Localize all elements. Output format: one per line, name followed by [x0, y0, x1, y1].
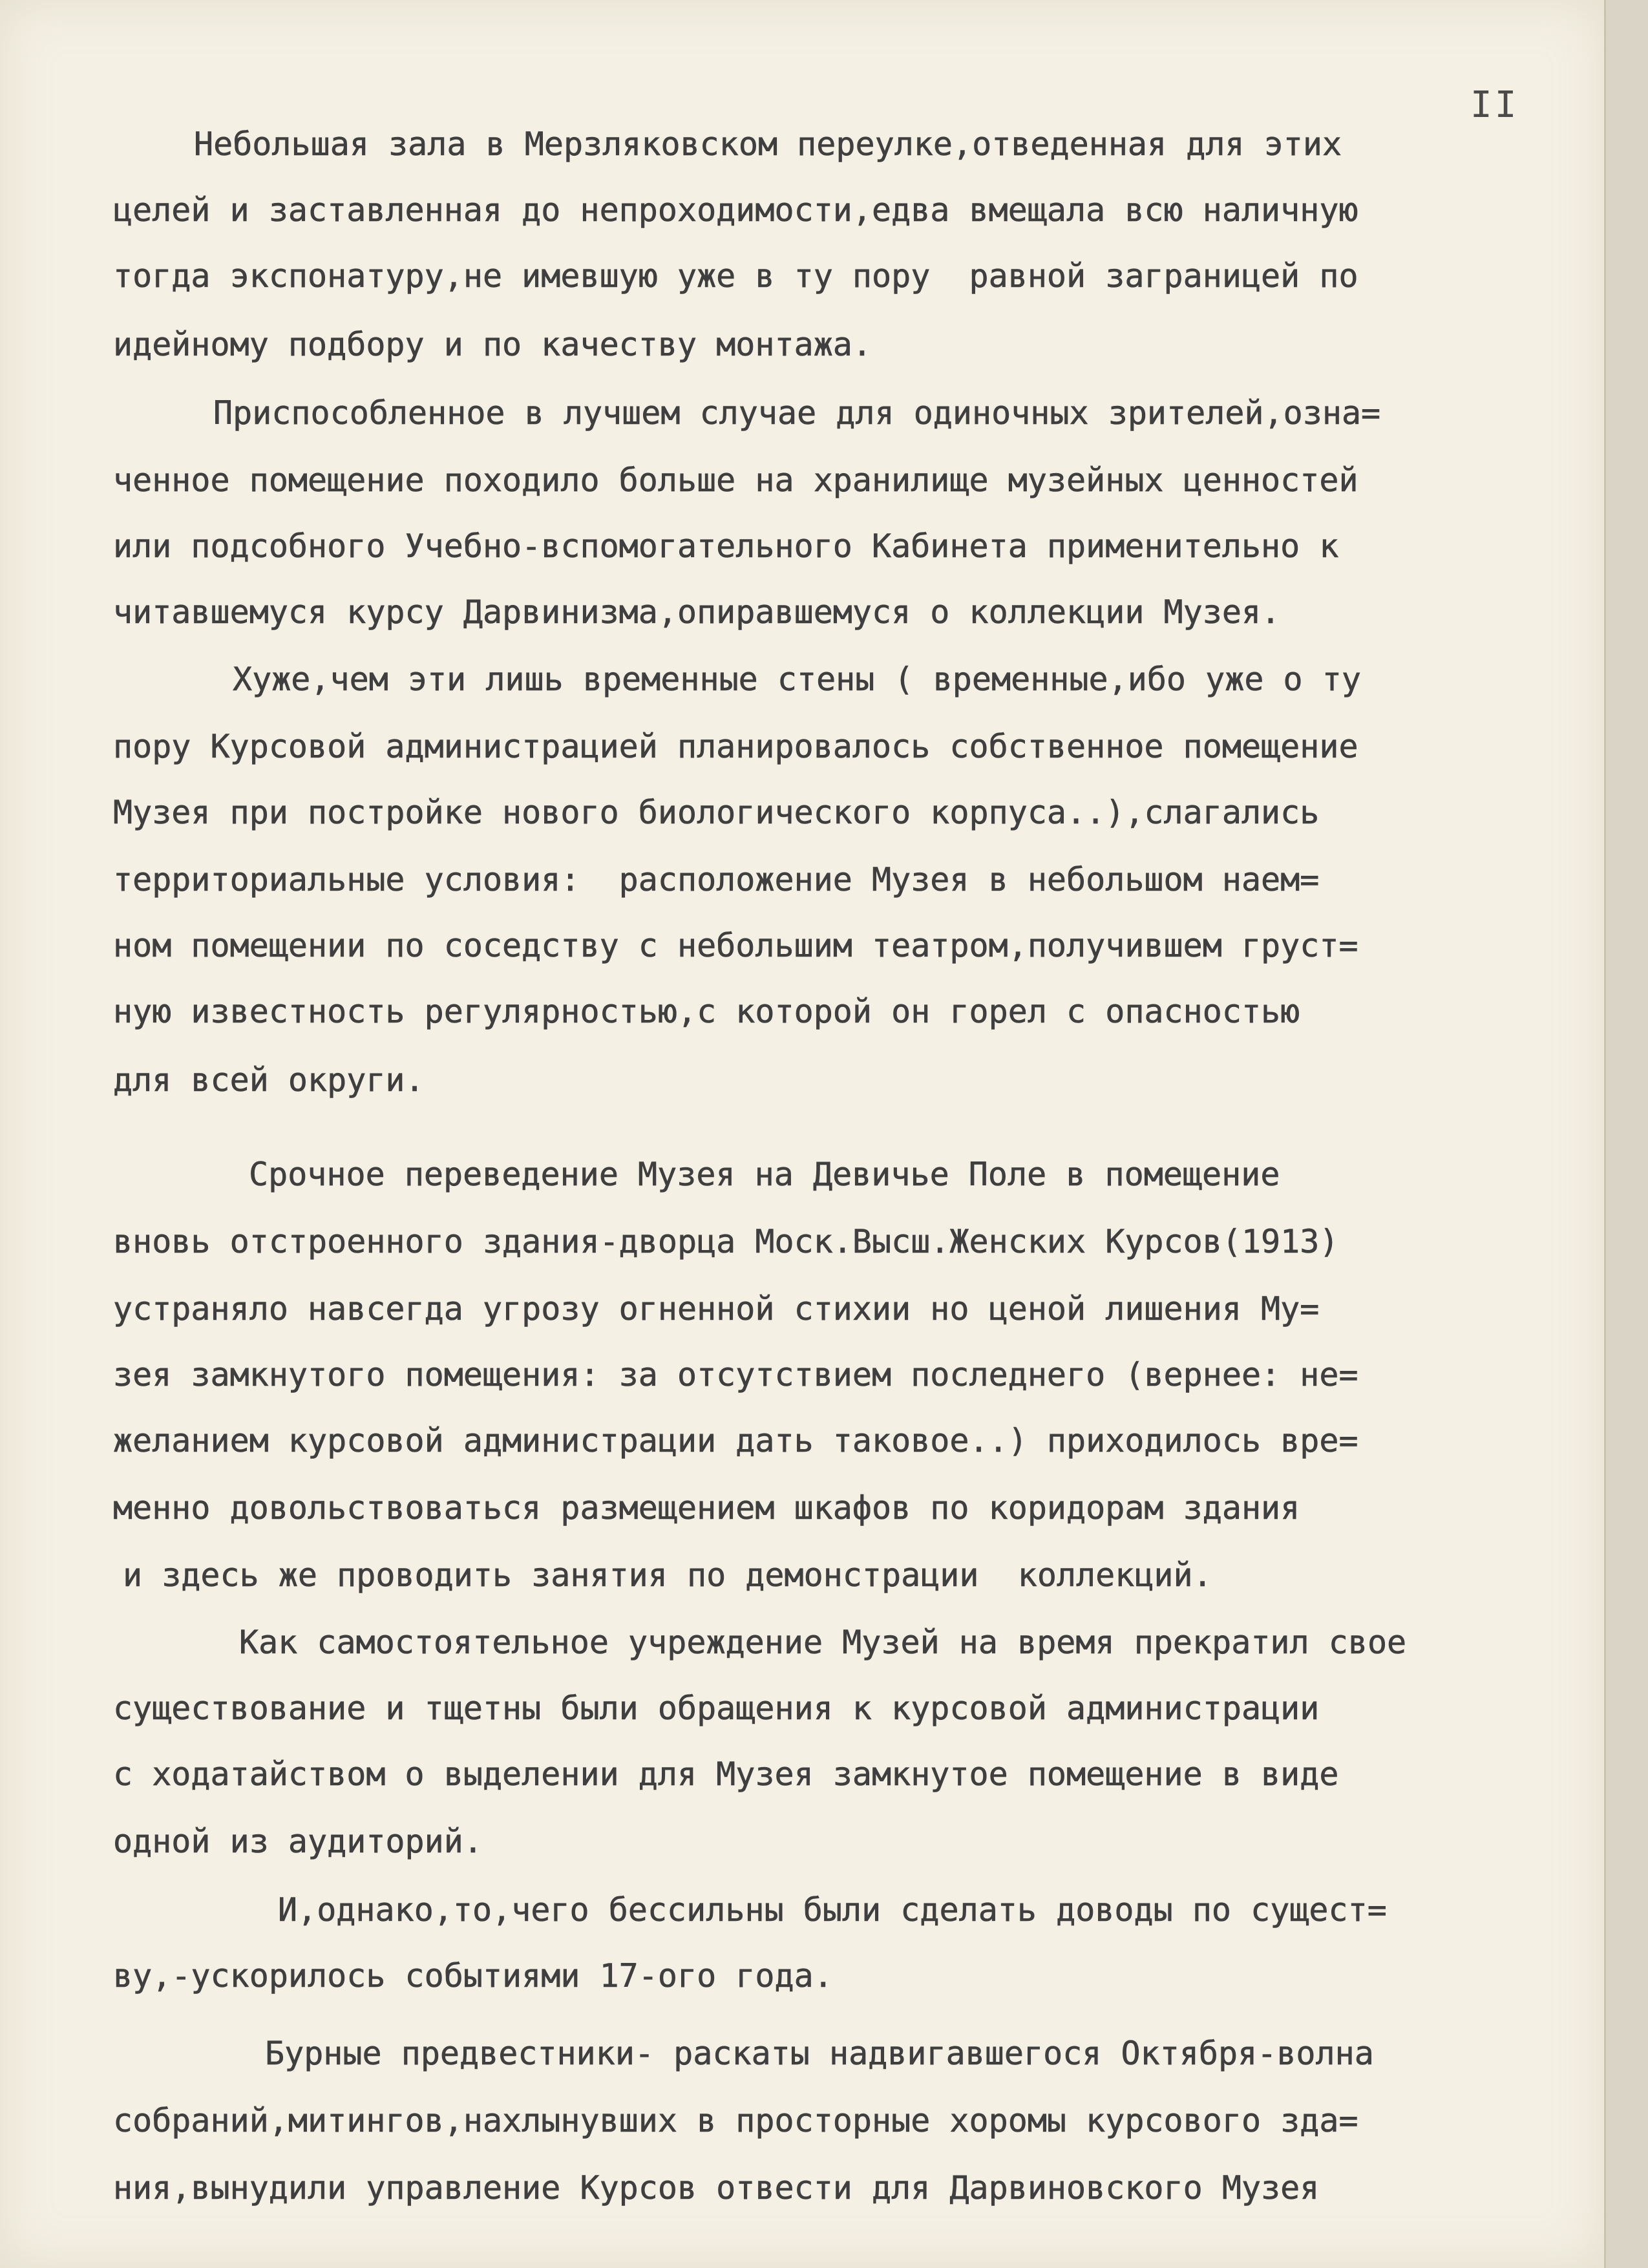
text-line: собраний,митингов,нахлынувших в просторные хоромы курсового зда=: [113, 2102, 1358, 2139]
text-line: ченное помещение походило больше на хранилище музейных ценностей: [113, 461, 1358, 499]
text-line: И,однако,то,чего бессильны были сделать доводы по сущест=: [278, 1891, 1387, 1929]
text-line: территориальные условия: расположение Музея в небольшом наем=: [113, 861, 1320, 898]
text-line: менно довольствоваться размещением шкафов по коридорам здания: [113, 1489, 1300, 1527]
text-line: вновь отстроенного здания-дворца Моск.Высш.Женских Курсов(1913): [113, 1223, 1339, 1260]
text-line: зея замкнутого помещения: за отсутствием последнего (вернее: не=: [113, 1356, 1358, 1394]
text-line: существование и тщетны были обращения к курсовой администрации: [113, 1690, 1320, 1727]
text-line: устраняло навсегда угрозу огненной стихии но ценой лишения Му=: [113, 1290, 1320, 1328]
text-line: Небольшая зала в Мерзляковском переулке,отведенная для этих: [194, 125, 1342, 163]
text-line: Приспособленное в лучшем случае для одиночных зрителей,озна=: [213, 394, 1381, 432]
text-line: ном помещении по соседству с небольшим театром,получившем груст=: [113, 927, 1358, 964]
text-line: желанием курсовой администрации дать таковое..) приходилось вре=: [113, 1422, 1358, 1459]
text-line: пору Курсовой администрацией планировалось собственное помещение: [113, 728, 1358, 765]
text-line: одной из аудиторий.: [113, 1823, 483, 1860]
text-line: идейному подбору и по качеству монтажа.: [113, 326, 872, 363]
text-line: Как самостоятельное учреждение Музей на время прекратил свое: [239, 1624, 1407, 1661]
page-number: II: [1470, 84, 1519, 126]
text-line: и здесь же проводить занятия по демонстрации коллекций.: [123, 1556, 1212, 1594]
text-line: Музея при постройке нового биологического корпуса..),слагались: [113, 794, 1320, 831]
text-line: или подсобного Учебно-вспомогательного Кабинета применительно к: [113, 527, 1339, 565]
text-line: читавшемуся курсу Дарвинизма,опиравшемуся о коллекции Музея.: [113, 593, 1281, 631]
text-line: Срочное переведение Музея на Девичье Поле в помещение: [249, 1156, 1280, 1193]
text-line: ву,-ускорилось событиями 17-ого года.: [113, 1957, 833, 1995]
page-edge: [1604, 0, 1648, 2268]
text-line: целей и заставленная до непроходимости,едва вмещала всю наличную: [113, 191, 1358, 229]
text-line: Хуже,чем эти лишь временные стены ( временные,ибо уже о ту: [233, 661, 1361, 698]
text-line: ную известность регулярностью,с которой он горел с опасностью: [113, 993, 1300, 1030]
text-line: для всей округи.: [113, 1061, 425, 1099]
text-line: с ходатайством о выделении для Музея замкнутое помещение в виде: [113, 1755, 1339, 1793]
text-line: Бурные предвестники- раскаты надвигавшегося Октября-волна: [265, 2035, 1374, 2072]
text-line: ния,вынудили управление Курсов отвести для Дарвиновского Музея: [113, 2169, 1320, 2207]
text-line: тогда экспонатуру,не имевшую уже в ту пору равной заграницей по: [113, 257, 1358, 295]
